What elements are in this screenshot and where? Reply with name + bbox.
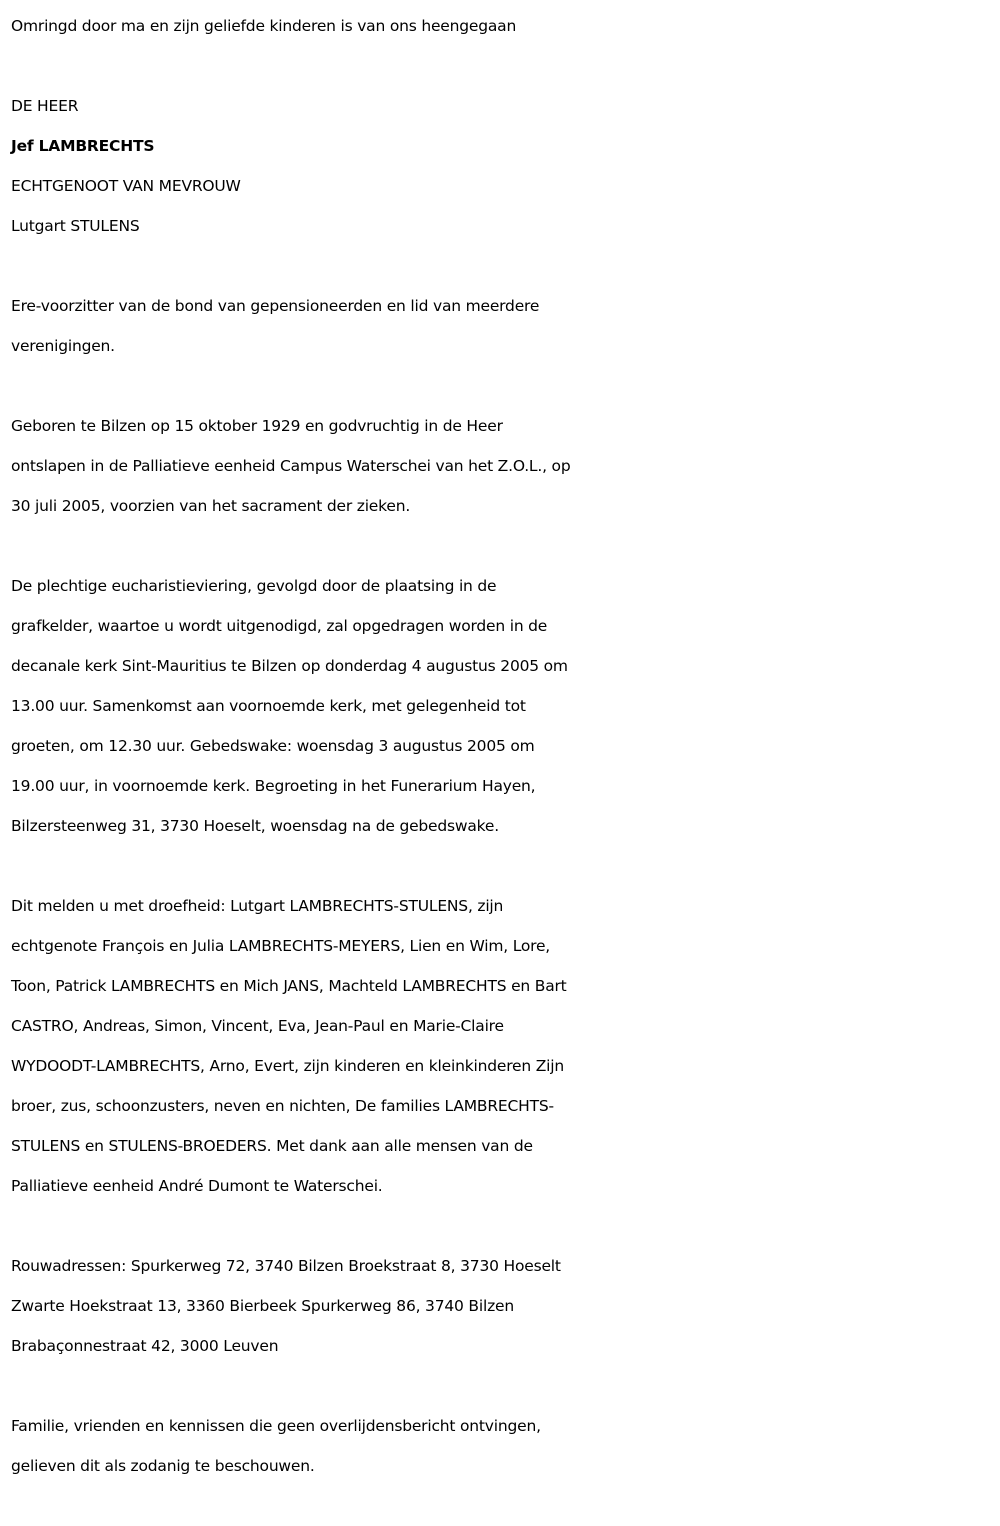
announcers-line: CASTRO, Andreas, Simon, Vincent, Eva, Jean-Paul en Marie-Claire: [11, 1017, 504, 1035]
intro-text: Omringd door ma en zijn geliefde kinderen is van ons heengegaan: [11, 17, 517, 35]
spacer: [11, 1206, 996, 1246]
announcers-line: broer, zus, schoonzusters, neven en nichten, De families LAMBRECHTS-: [11, 1097, 554, 1115]
spacer: [11, 846, 996, 886]
spouse-name: Lutgart STULENS: [11, 217, 140, 235]
ceremony-paragraph: [11, 566, 996, 846]
title-line: DE HEER: [11, 97, 79, 115]
birth-death-line: ontslapen in de Palliatieve eenheid Campus Waterschei van het Z.O.L., op: [11, 457, 571, 475]
closing-line: Familie, vrienden en kennissen die geen overlijdensbericht ontvingen,: [11, 1417, 541, 1435]
spacer: [11, 46, 996, 86]
announcers-line: Dit melden u met droefheid: Lutgart LAMBRECHTS-STULENS, zijn: [11, 897, 504, 915]
spacer: [11, 1366, 996, 1406]
announcers-line: echtgenote François en Julia LAMBRECHTS-MEYERS, Lien en Wim, Lore,: [11, 937, 551, 955]
address-line: Zwarte Hoekstraat 13, 3360 Bierbeek Spurkerweg 86, 3740 Bilzen: [11, 1297, 514, 1315]
roles-line: Ere-voorzitter van de bond van gepensioneerden en lid van meerdere: [11, 297, 540, 315]
obituary-notice: [11, 6, 996, 1486]
spacer: [11, 366, 996, 406]
spacer: [11, 246, 996, 286]
spouse-intro: ECHTGENOOT VAN MEVROUW: [11, 177, 241, 195]
spacer: [11, 526, 996, 566]
address-line: Rouwadressen: Spurkerweg 72, 3740 Bilzen Broekstraat 8, 3730 Hoeselt: [11, 1257, 561, 1275]
birth-death-line: Geboren te Bilzen op 15 oktober 1929 en godvruchtig in de Heer: [11, 417, 503, 435]
deceased-name: Jef LAMBRECHTS: [11, 137, 155, 155]
ceremony-line: Bilzersteenweg 31, 3730 Hoeselt, woensdag na de gebedswake.: [11, 817, 499, 835]
ceremony-line: grafkelder, waartoe u wordt uitgenodigd, zal opgedragen worden in de: [11, 617, 548, 635]
closing-paragraph: [11, 1406, 996, 1486]
announcers-line: Palliatieve eenheid André Dumont te Waterschei.: [11, 1177, 383, 1195]
announcers-line: WYDOODT-LAMBRECHTS, Arno, Evert, zijn kinderen en kleinkinderen Zijn: [11, 1057, 564, 1075]
announcers-line: Toon, Patrick LAMBRECHTS en Mich JANS, Machteld LAMBRECHTS en Bart: [11, 977, 567, 995]
closing-line: gelieven dit als zodanig te beschouwen.: [11, 1457, 315, 1475]
birth-death-line: 30 juli 2005, voorzien van het sacrament der zieken.: [11, 497, 411, 515]
announcers-paragraph: [11, 886, 996, 1206]
ceremony-line: decanale kerk Sint-Mauritius te Bilzen op donderdag 4 augustus 2005 om: [11, 657, 568, 675]
ceremony-line: 13.00 uur. Samenkomst aan voornoemde kerk, met gelegenheid tot: [11, 697, 526, 715]
ceremony-line: groeten, om 12.30 uur. Gebedswake: woensdag 3 augustus 2005 om: [11, 737, 535, 755]
birth-death-paragraph: [11, 406, 996, 526]
announcers-line: STULENS en STULENS-BROEDERS. Met dank aan alle mensen van de: [11, 1137, 533, 1155]
ceremony-line: 19.00 uur, in voornoemde kerk. Begroeting in het Funerarium Hayen,: [11, 777, 536, 795]
address-line: Brabaçonnestraat 42, 3000 Leuven: [11, 1337, 279, 1355]
roles-line: verenigingen.: [11, 337, 115, 355]
ceremony-line: De plechtige eucharistieviering, gevolgd door de plaatsing in de: [11, 577, 497, 595]
addresses-paragraph: [11, 1246, 996, 1366]
roles-paragraph: [11, 286, 996, 366]
